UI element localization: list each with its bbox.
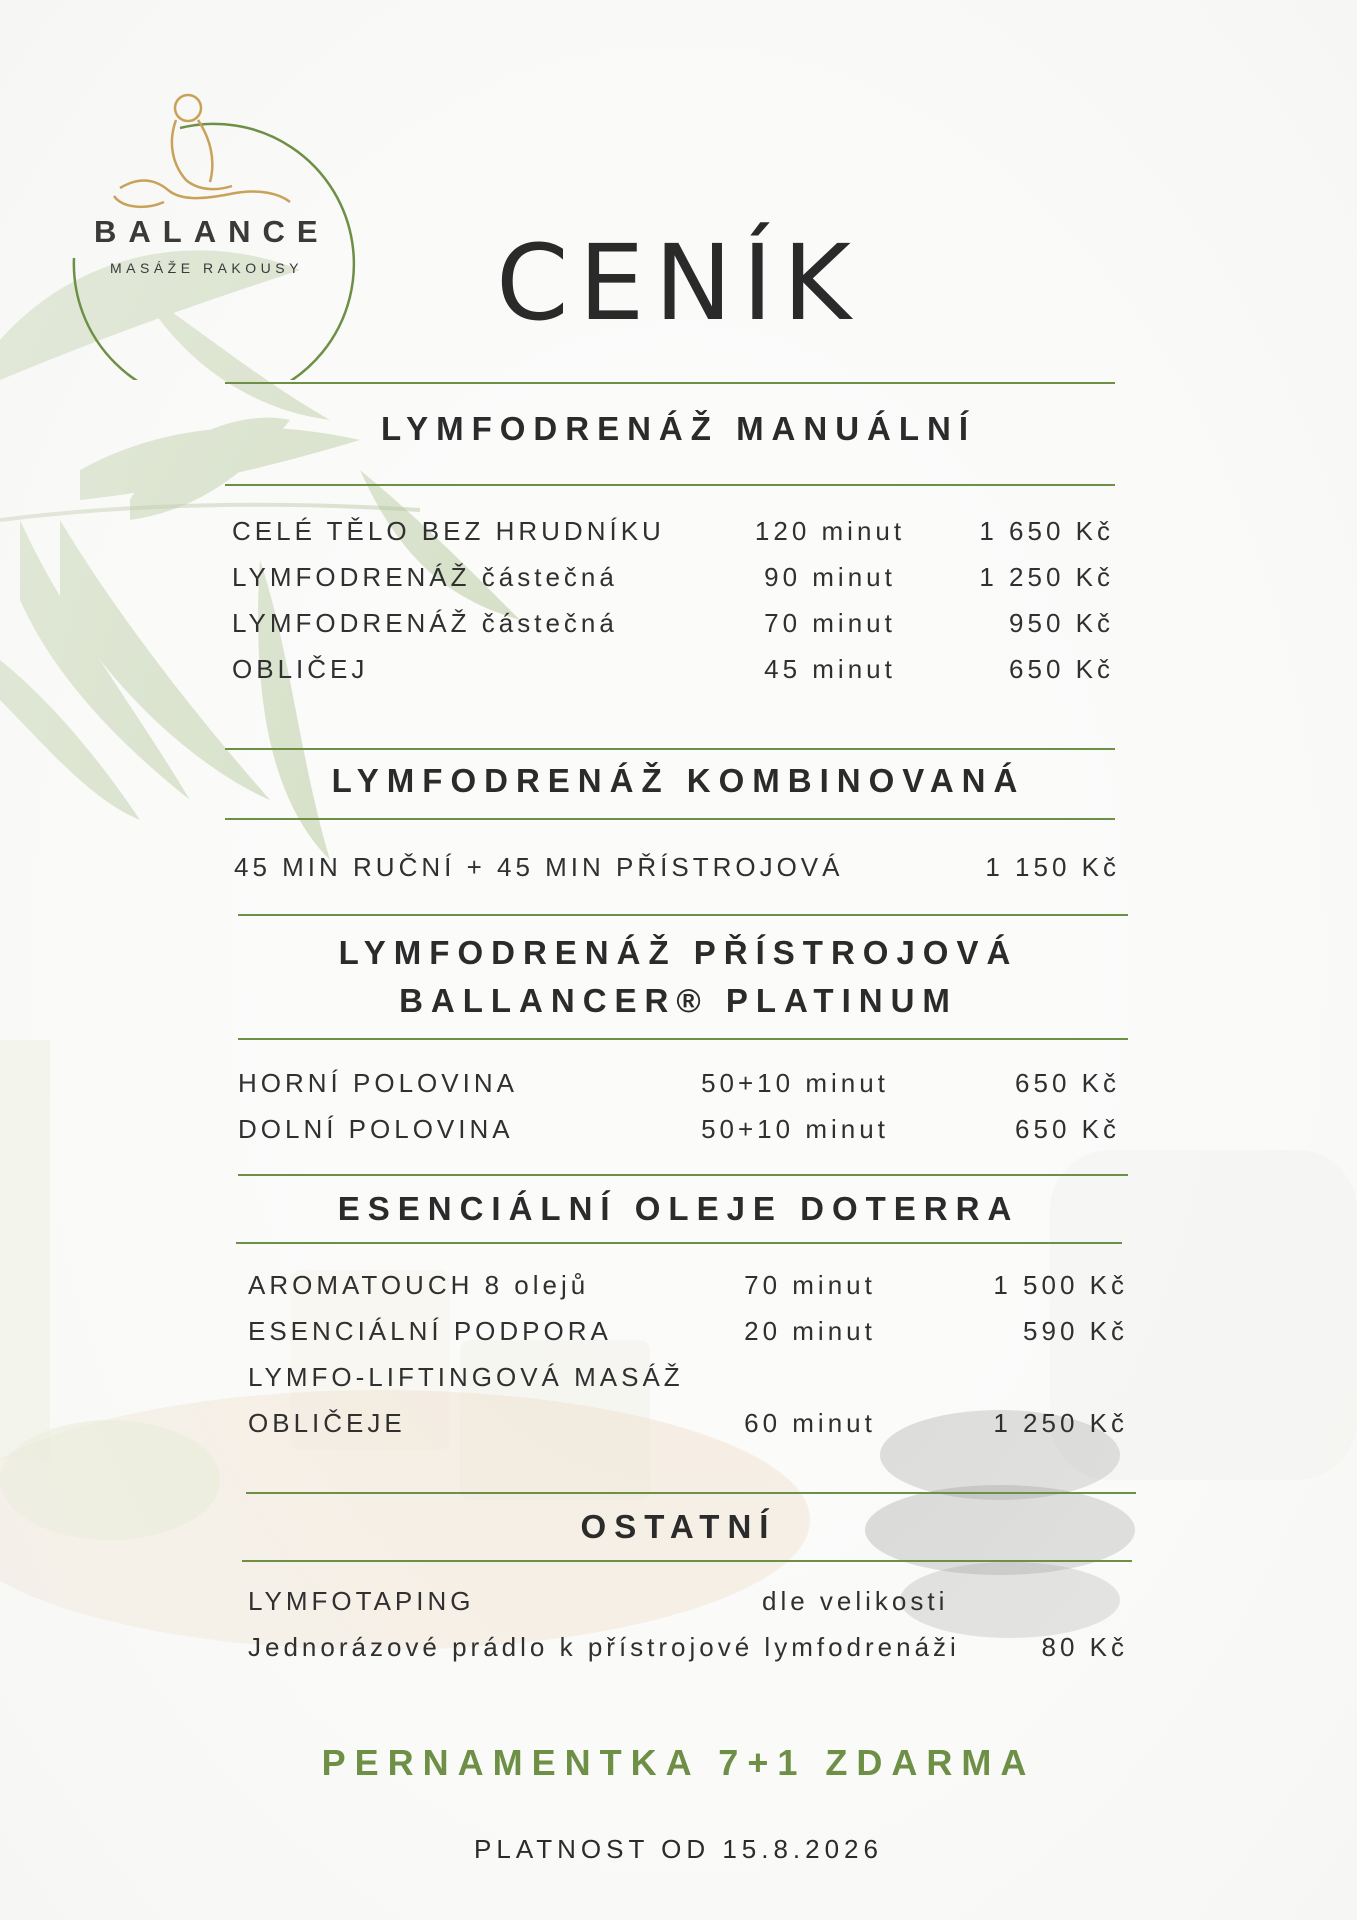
service-name: AROMATOUCH 8 olejů [248,1270,590,1300]
service-name: HORNÍ POLOVINA [238,1068,518,1098]
service-price: 650 Kč [1015,1068,1120,1098]
price-row [0,562,1357,598]
service-duration: 120 minut [754,516,906,546]
validity-date: PLATNOST OD 15.8.2026 [474,1834,883,1864]
section-divider [225,484,1115,486]
logo-name: BALANCE [94,214,330,249]
service-price: 1 250 Kč [993,1408,1128,1438]
service-name: LYMFO-LIFTINGOVÁ MASÁŽ [248,1362,684,1392]
service-duration: 50+10 minut [701,1068,889,1098]
service-name: LYMFODRENÁŽ částečná [232,608,618,638]
service-price: 590 Kč [1023,1316,1128,1346]
service-duration: 50+10 minut [701,1114,889,1144]
service-name: Jednorázové prádlo k přístrojové lymfodrenáži [248,1632,960,1662]
price-row [0,1586,1357,1622]
service-price: 1 650 Kč [979,516,1114,546]
service-duration: dle velikosti [762,1586,949,1616]
section-divider [246,1492,1136,1494]
logo-subtitle: MASÁŽE RAKOUSY [110,260,303,276]
service-name: LYMFODRENÁŽ částečná [232,562,618,592]
service-price: 650 Kč [1015,1114,1120,1144]
section-heading-oils: ESENCIÁLNÍ OLEJE DOTERRA [337,1190,1020,1227]
service-name: OBLIČEJE [248,1408,406,1438]
price-row [0,1632,1357,1668]
section-divider [225,818,1115,820]
price-row [0,1408,1357,1444]
service-duration: 70 minut [744,1270,876,1300]
service-name: LYMFOTAPING [248,1586,475,1616]
price-row [0,608,1357,644]
section-heading-device: LYMFODRENÁŽ PŘÍSTROJOVÁ [338,934,1019,971]
service-price: 1 150 Kč [985,852,1120,882]
section-heading-combined: LYMFODRENÁŽ KOMBINOVANÁ [331,762,1026,799]
service-price: 1 250 Kč [979,562,1114,592]
page-title: CENÍK [496,222,861,344]
service-price: 80 Kč [1041,1632,1128,1662]
service-price: 1 500 Kč [993,1270,1128,1300]
section-divider [238,1038,1128,1040]
service-duration: 90 minut [764,562,896,592]
section-divider [236,1242,1122,1244]
price-row [0,654,1357,690]
massage-figure-icon [114,95,290,207]
section-divider [225,748,1115,750]
section-divider [238,1174,1128,1176]
section-heading-other: OSTATNÍ [580,1508,777,1545]
price-row [0,852,1357,888]
service-name: OBLIČEJ [232,654,369,684]
service-price: 650 Kč [1009,654,1114,684]
service-duration: 70 minut [764,608,896,638]
section-heading-device-model: BALLANCER® PLATINUM [399,982,958,1019]
price-row [0,516,1357,552]
price-row [0,1270,1357,1306]
service-name: DOLNÍ POLOVINA [238,1114,514,1144]
price-row [0,1114,1357,1150]
service-name: ESENCIÁLNÍ PODPORA [248,1316,612,1346]
season-pass-promo: PERNAMENTKA 7+1 ZDARMA [321,1742,1036,1783]
service-duration: 60 minut [744,1408,876,1438]
price-row [0,1068,1357,1104]
price-row [0,1316,1357,1352]
price-row [0,1362,1357,1398]
service-price: 950 Kč [1009,608,1114,638]
section-heading-manual: LYMFODRENÁŽ MANUÁLNÍ [380,410,977,447]
section-divider [225,382,1115,384]
service-name: 45 MIN RUČNÍ + 45 MIN PŘÍSTROJOVÁ [234,852,844,882]
section-divider [238,914,1128,916]
section-divider [242,1560,1132,1562]
service-duration: 45 minut [764,654,896,684]
service-duration: 20 minut [744,1316,876,1346]
service-name: CELÉ TĚLO BEZ HRUDNÍKU [232,516,665,546]
